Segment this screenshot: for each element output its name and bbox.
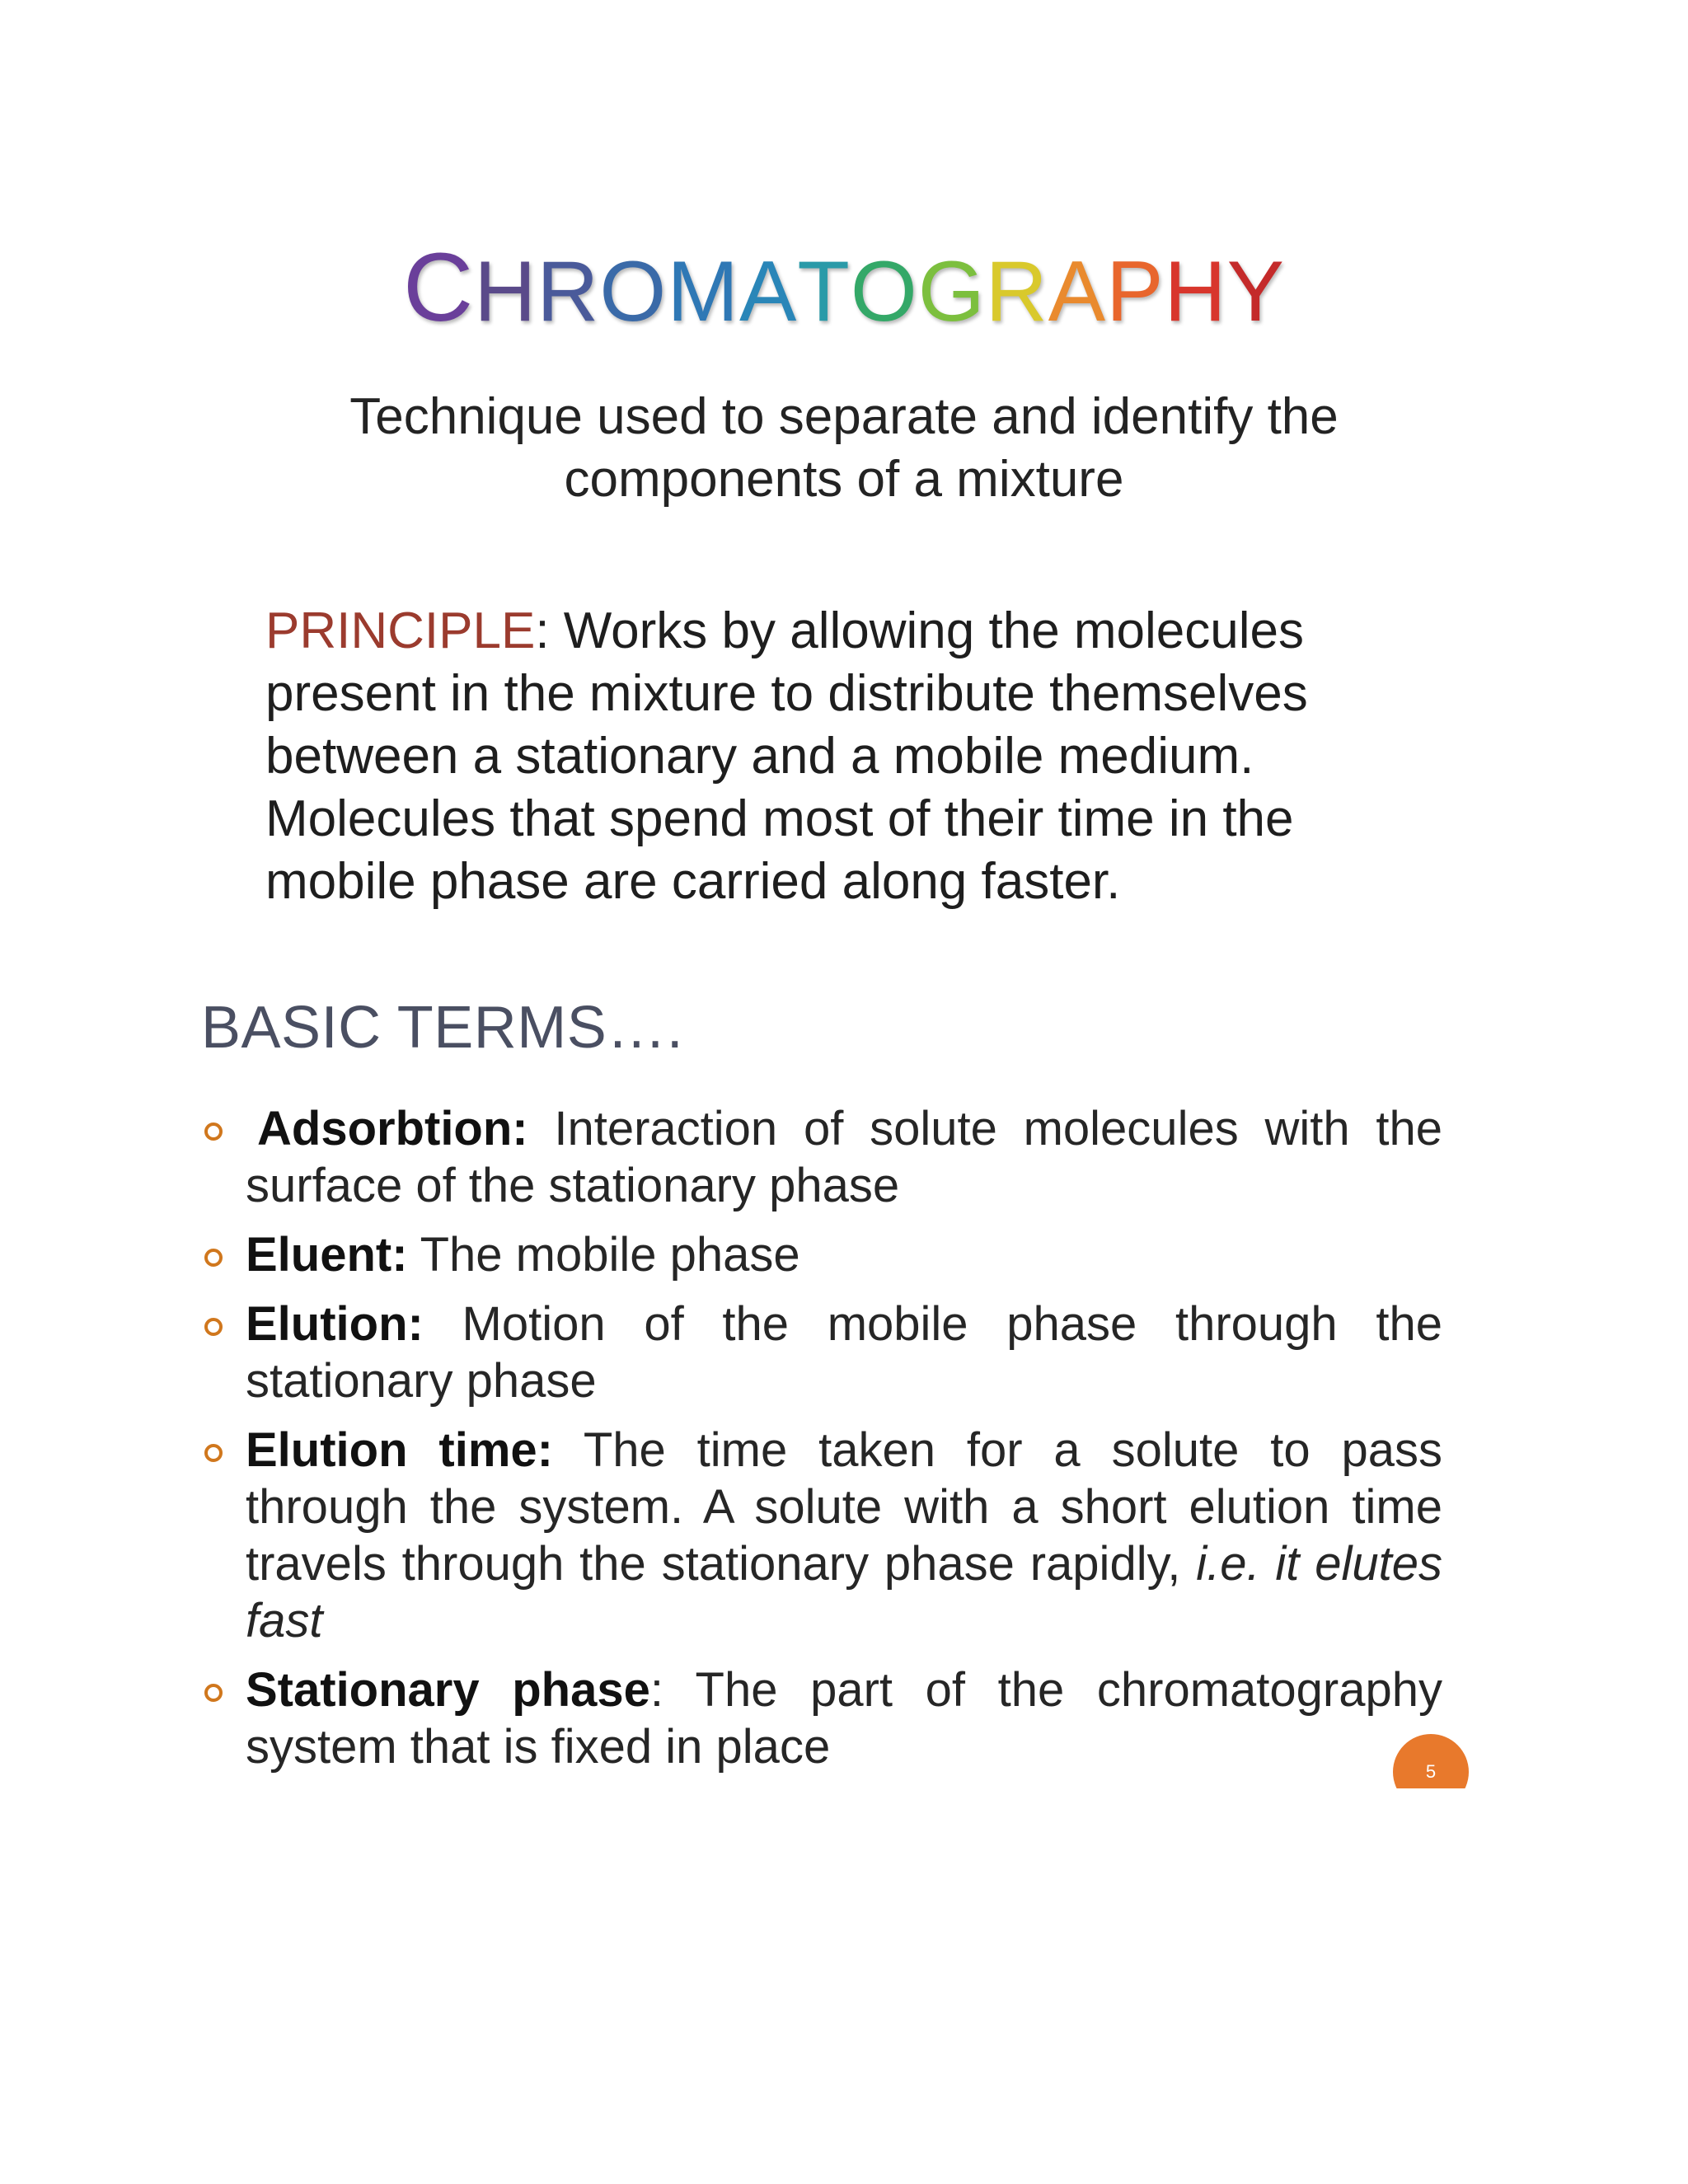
title-letter: H	[1164, 244, 1227, 340]
title-letter: P	[1106, 244, 1165, 340]
title-letter: G	[917, 244, 986, 340]
subtitle-line: Technique used to separate and identify the	[349, 388, 1339, 445]
principle-label: PRINCIPLE	[265, 602, 536, 659]
title-letter: H	[474, 244, 537, 340]
circle-bullet-icon	[204, 1249, 223, 1267]
title-letter: O	[599, 244, 668, 340]
list-item	[198, 1100, 1442, 1214]
circle-bullet-icon	[204, 1444, 223, 1462]
title-letter: C	[402, 233, 475, 342]
list-item	[198, 1226, 1442, 1283]
principle-line: between a stationary and a mobile medium.	[265, 728, 1254, 785]
title-letter: A	[1048, 244, 1107, 340]
list-item	[198, 1661, 1442, 1775]
title-letter: A	[738, 244, 798, 340]
title-letter: O	[850, 244, 918, 340]
principle-line: mobile phase are carried along faster.	[265, 853, 1121, 910]
term-name: Eluent:	[246, 1228, 408, 1282]
term-name: Adsorbtion:	[257, 1102, 528, 1155]
circle-bullet-icon	[204, 1122, 223, 1141]
term-definition: Interaction of solute molecules with the surface of the stationary phase	[246, 1102, 1442, 1212]
page-number-badge	[1393, 1734, 1469, 1788]
basic-terms-heading: BASIC TERMS….	[201, 995, 684, 1061]
term-definition: : The part of the chromatography system that is fixed in place	[246, 1663, 1442, 1774]
page-number: 5	[1393, 1734, 1469, 1788]
principle-line: Molecules that spend most of their time in the	[265, 790, 1294, 847]
title-letter: M	[667, 244, 739, 340]
term-name: Stationary phase	[246, 1663, 650, 1717]
principle-line: present in the mixture to distribute themselves	[265, 665, 1308, 722]
subtitle-line: components of a mixture	[564, 451, 1124, 508]
circle-bullet-icon	[204, 1684, 223, 1702]
principle-text: : Works by allowing the molecules	[535, 602, 1305, 659]
term-definition: Motion of the mobile phase through the stationary phase	[246, 1297, 1442, 1408]
circle-bullet-icon	[204, 1318, 223, 1336]
term-definition: The time taken for a solute to pass through the system. A solute with a short elution time travels through the stationary phase rapidly,	[246, 1423, 1442, 1591]
page-title	[0, 233, 1688, 342]
title-letter: R	[537, 244, 600, 340]
term-name: Elution:	[246, 1297, 424, 1351]
list-item	[198, 1296, 1442, 1409]
title-letter: Y	[1226, 244, 1286, 340]
list-item	[198, 1422, 1442, 1649]
term-name: Elution time:	[246, 1423, 553, 1477]
title-letter: T	[797, 244, 851, 340]
term-italic-text: i.e. it elutes fast	[246, 1537, 1442, 1647]
title-letter: R	[985, 244, 1048, 340]
term-definition: The mobile phase	[407, 1228, 800, 1282]
terms-list	[198, 1100, 1442, 1788]
subtitle	[247, 386, 1441, 511]
principle-paragraph	[265, 600, 1452, 913]
principle-line	[265, 600, 1452, 663]
